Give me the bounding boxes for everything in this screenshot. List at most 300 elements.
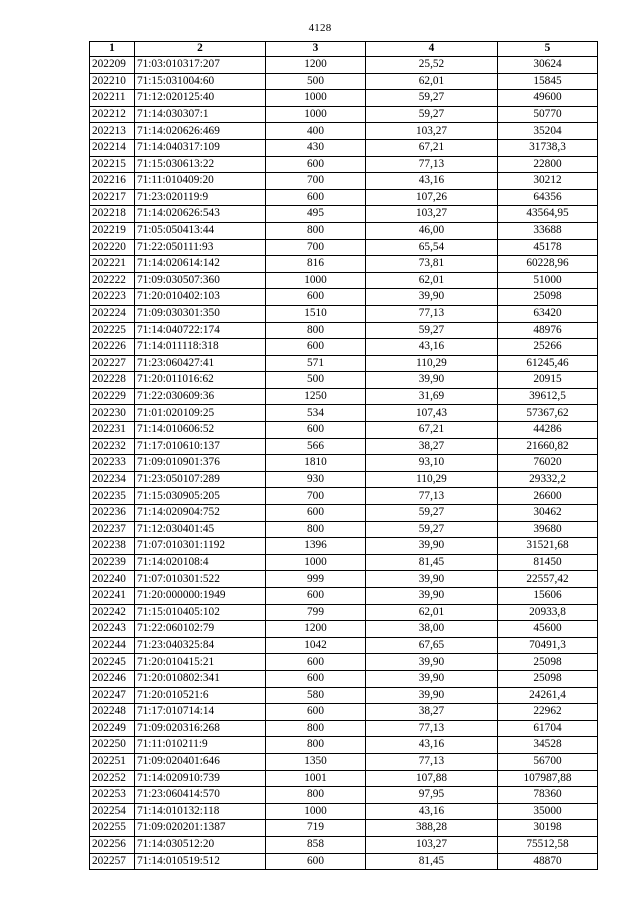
cadastral-number-cell: 71:17:010714:14 — [135, 704, 266, 721]
rate-cell: 31,69 — [366, 388, 498, 405]
table-row — [90, 305, 598, 322]
area-cell: 1200 — [266, 57, 366, 74]
rate-cell: 43,16 — [366, 339, 498, 356]
table-row — [90, 256, 598, 273]
row-number-cell: 202226 — [90, 339, 135, 356]
cadastral-number-cell: 71:09:020401:646 — [135, 753, 266, 770]
rate-cell: 67,65 — [366, 637, 498, 654]
rate-cell: 77,13 — [366, 753, 498, 770]
cadastral-number-cell: 71:14:020108:4 — [135, 554, 266, 571]
table-row — [90, 422, 598, 439]
table-row — [90, 123, 598, 140]
row-number-cell: 202253 — [90, 787, 135, 804]
cadastral-number-cell: 71:20:010415:21 — [135, 654, 266, 671]
row-number-cell: 202243 — [90, 621, 135, 638]
value-cell: 50770 — [498, 106, 598, 123]
value-cell: 24261,4 — [498, 687, 598, 704]
table-row — [90, 239, 598, 256]
value-cell: 15606 — [498, 588, 598, 605]
cadastral-number-cell: 71:07:010301:1192 — [135, 538, 266, 555]
table-row — [90, 90, 598, 107]
cadastral-number-cell: 71:22:050111:93 — [135, 239, 266, 256]
table-row — [90, 787, 598, 804]
table-row — [90, 339, 598, 356]
cadastral-number-cell: 71:20:000000:1949 — [135, 588, 266, 605]
area-cell: 1000 — [266, 554, 366, 571]
row-number-cell: 202231 — [90, 422, 135, 439]
cadastral-number-cell: 71:12:030401:45 — [135, 521, 266, 538]
value-cell: 25098 — [498, 670, 598, 687]
table-row — [90, 405, 598, 422]
table-row — [90, 770, 598, 787]
value-cell: 60228,96 — [498, 256, 598, 273]
cadastral-number-cell: 71:09:030507:360 — [135, 272, 266, 289]
cadastral-number-cell: 71:23:040325:84 — [135, 637, 266, 654]
cadastral-number-cell: 71:14:020614:142 — [135, 256, 266, 273]
area-cell: 500 — [266, 372, 366, 389]
table-body — [90, 57, 598, 870]
row-number-cell: 202237 — [90, 521, 135, 538]
value-cell: 48870 — [498, 853, 598, 870]
value-cell: 64356 — [498, 189, 598, 206]
table-row — [90, 322, 598, 339]
cadastral-number-cell: 71:15:030613:22 — [135, 156, 266, 173]
area-cell: 1042 — [266, 637, 366, 654]
row-number-cell: 202239 — [90, 554, 135, 571]
area-cell: 600 — [266, 189, 366, 206]
rate-cell: 388,28 — [366, 820, 498, 837]
value-cell: 48976 — [498, 322, 598, 339]
row-number-cell: 202216 — [90, 173, 135, 190]
rate-cell: 65,54 — [366, 239, 498, 256]
table-row — [90, 588, 598, 605]
rate-cell: 25,52 — [366, 57, 498, 74]
area-cell: 800 — [266, 222, 366, 239]
row-number-cell: 202224 — [90, 305, 135, 322]
area-cell: 600 — [266, 339, 366, 356]
area-cell: 1810 — [266, 455, 366, 472]
value-cell: 81450 — [498, 554, 598, 571]
value-cell: 22557,42 — [498, 571, 598, 588]
rate-cell: 81,45 — [366, 554, 498, 571]
row-number-cell: 202215 — [90, 156, 135, 173]
table-row — [90, 488, 598, 505]
table-row — [90, 621, 598, 638]
table-row — [90, 637, 598, 654]
area-cell: 600 — [266, 853, 366, 870]
table-row — [90, 289, 598, 306]
rate-cell: 73,81 — [366, 256, 498, 273]
cadastral-number-cell: 71:20:010402:103 — [135, 289, 266, 306]
rate-cell: 39,90 — [366, 571, 498, 588]
value-cell: 30624 — [498, 57, 598, 74]
value-cell: 30198 — [498, 820, 598, 837]
value-cell: 30212 — [498, 173, 598, 190]
value-cell: 49600 — [498, 90, 598, 107]
table-row — [90, 604, 598, 621]
rate-cell: 107,43 — [366, 405, 498, 422]
table-row — [90, 173, 598, 190]
rate-cell: 107,26 — [366, 189, 498, 206]
row-number-cell: 202210 — [90, 73, 135, 90]
row-number-cell: 202223 — [90, 289, 135, 306]
table-row — [90, 206, 598, 223]
table-header-row — [90, 42, 598, 57]
rate-cell: 39,90 — [366, 654, 498, 671]
table-row — [90, 505, 598, 522]
cadastral-number-cell: 71:14:030512:20 — [135, 836, 266, 853]
row-number-cell: 202229 — [90, 388, 135, 405]
value-cell: 78360 — [498, 787, 598, 804]
row-number-cell: 202254 — [90, 803, 135, 820]
value-cell: 22962 — [498, 704, 598, 721]
rate-cell: 97,95 — [366, 787, 498, 804]
cadastral-number-cell: 71:15:031004:60 — [135, 73, 266, 90]
table-row — [90, 521, 598, 538]
cadastral-number-cell: 71:14:011118:318 — [135, 339, 266, 356]
row-number-cell: 202209 — [90, 57, 135, 74]
value-cell: 57367,62 — [498, 405, 598, 422]
rate-cell: 39,90 — [366, 289, 498, 306]
rate-cell: 39,90 — [366, 372, 498, 389]
table-row — [90, 704, 598, 721]
rate-cell: 46,00 — [366, 222, 498, 239]
row-number-cell: 202214 — [90, 139, 135, 156]
rate-cell: 59,27 — [366, 322, 498, 339]
value-cell: 45600 — [498, 621, 598, 638]
cadastral-number-cell: 71:05:050413:44 — [135, 222, 266, 239]
row-number-cell: 202251 — [90, 753, 135, 770]
rate-cell: 103,27 — [366, 123, 498, 140]
area-cell: 700 — [266, 488, 366, 505]
rate-cell: 81,45 — [366, 853, 498, 870]
rate-cell: 39,90 — [366, 538, 498, 555]
row-number-cell: 202211 — [90, 90, 135, 107]
area-cell: 1510 — [266, 305, 366, 322]
row-number-cell: 202222 — [90, 272, 135, 289]
row-number-cell: 202248 — [90, 704, 135, 721]
area-cell: 800 — [266, 521, 366, 538]
table-row — [90, 571, 598, 588]
table-row — [90, 455, 598, 472]
value-cell: 15845 — [498, 73, 598, 90]
area-cell: 500 — [266, 73, 366, 90]
table-row — [90, 156, 598, 173]
rate-cell: 62,01 — [366, 272, 498, 289]
row-number-cell: 202252 — [90, 770, 135, 787]
area-cell: 400 — [266, 123, 366, 140]
cadastral-number-cell: 71:14:010519:512 — [135, 853, 266, 870]
table-row — [90, 189, 598, 206]
area-cell: 1250 — [266, 388, 366, 405]
area-cell: 1000 — [266, 90, 366, 107]
row-number-cell: 202212 — [90, 106, 135, 123]
area-cell: 800 — [266, 737, 366, 754]
row-number-cell: 202235 — [90, 488, 135, 505]
column-header-1: 1 — [90, 42, 135, 57]
land-plot-table — [89, 41, 598, 870]
row-number-cell: 202240 — [90, 571, 135, 588]
row-number-cell: 202234 — [90, 471, 135, 488]
row-number-cell: 202241 — [90, 588, 135, 605]
area-cell: 800 — [266, 322, 366, 339]
table-row — [90, 670, 598, 687]
area-cell: 571 — [266, 355, 366, 372]
value-cell: 22800 — [498, 156, 598, 173]
cadastral-number-cell: 71:23:050107:289 — [135, 471, 266, 488]
value-cell: 70491,3 — [498, 637, 598, 654]
area-cell: 1000 — [266, 803, 366, 820]
cadastral-number-cell: 71:20:010802:341 — [135, 670, 266, 687]
value-cell: 35204 — [498, 123, 598, 140]
column-header-3: 3 — [266, 42, 366, 57]
area-cell: 1000 — [266, 272, 366, 289]
cadastral-number-cell: 71:14:040722:174 — [135, 322, 266, 339]
row-number-cell: 202256 — [90, 836, 135, 853]
area-cell: 1200 — [266, 621, 366, 638]
value-cell: 30462 — [498, 505, 598, 522]
area-cell: 858 — [266, 836, 366, 853]
area-cell: 930 — [266, 471, 366, 488]
rate-cell: 43,16 — [366, 737, 498, 754]
value-cell: 61245,46 — [498, 355, 598, 372]
table-row — [90, 372, 598, 389]
value-cell: 51000 — [498, 272, 598, 289]
value-cell: 20915 — [498, 372, 598, 389]
value-cell: 31521,68 — [498, 538, 598, 555]
cadastral-number-cell: 71:01:020109:25 — [135, 405, 266, 422]
cadastral-number-cell: 71:14:020904:752 — [135, 505, 266, 522]
area-cell: 800 — [266, 720, 366, 737]
row-number-cell: 202236 — [90, 505, 135, 522]
row-number-cell: 202238 — [90, 538, 135, 555]
table-row — [90, 853, 598, 870]
value-cell: 63420 — [498, 305, 598, 322]
value-cell: 35000 — [498, 803, 598, 820]
area-cell: 1000 — [266, 106, 366, 123]
table-row — [90, 737, 598, 754]
area-cell: 1350 — [266, 753, 366, 770]
row-number-cell: 202242 — [90, 604, 135, 621]
table-row — [90, 753, 598, 770]
cadastral-number-cell: 71:15:010405:102 — [135, 604, 266, 621]
table-row — [90, 720, 598, 737]
area-cell: 534 — [266, 405, 366, 422]
row-number-cell: 202249 — [90, 720, 135, 737]
value-cell: 25266 — [498, 339, 598, 356]
table-row — [90, 355, 598, 372]
value-cell: 29332,2 — [498, 471, 598, 488]
rate-cell: 59,27 — [366, 106, 498, 123]
rate-cell: 67,21 — [366, 139, 498, 156]
area-cell: 600 — [266, 588, 366, 605]
rate-cell: 62,01 — [366, 73, 498, 90]
value-cell: 56700 — [498, 753, 598, 770]
rate-cell: 43,16 — [366, 803, 498, 820]
row-number-cell: 202233 — [90, 455, 135, 472]
row-number-cell: 202221 — [90, 256, 135, 273]
cadastral-number-cell: 71:20:011016:62 — [135, 372, 266, 389]
row-number-cell: 202250 — [90, 737, 135, 754]
area-cell: 495 — [266, 206, 366, 223]
value-cell: 43564,95 — [498, 206, 598, 223]
value-cell: 34528 — [498, 737, 598, 754]
row-number-cell: 202228 — [90, 372, 135, 389]
row-number-cell: 202219 — [90, 222, 135, 239]
cadastral-number-cell: 71:23:060427:41 — [135, 355, 266, 372]
cadastral-number-cell: 71:14:010606:52 — [135, 422, 266, 439]
table-row — [90, 687, 598, 704]
table-row — [90, 820, 598, 837]
area-cell: 600 — [266, 670, 366, 687]
rate-cell: 59,27 — [366, 505, 498, 522]
area-cell: 719 — [266, 820, 366, 837]
row-number-cell: 202232 — [90, 438, 135, 455]
rate-cell: 77,13 — [366, 305, 498, 322]
table-row — [90, 388, 598, 405]
cadastral-number-cell: 71:14:030307:1 — [135, 106, 266, 123]
area-cell: 600 — [266, 505, 366, 522]
area-cell: 700 — [266, 173, 366, 190]
cadastral-number-cell: 71:09:030301:350 — [135, 305, 266, 322]
cadastral-number-cell: 71:20:010521:6 — [135, 687, 266, 704]
rate-cell: 43,16 — [366, 173, 498, 190]
area-cell: 600 — [266, 156, 366, 173]
rate-cell: 59,27 — [366, 90, 498, 107]
cadastral-number-cell: 71:15:030905:205 — [135, 488, 266, 505]
table-row — [90, 438, 598, 455]
rate-cell: 38,00 — [366, 621, 498, 638]
column-header-4: 4 — [366, 42, 498, 57]
area-cell: 600 — [266, 704, 366, 721]
rate-cell: 38,27 — [366, 704, 498, 721]
table-row — [90, 836, 598, 853]
cadastral-number-cell: 71:14:020626:469 — [135, 123, 266, 140]
cadastral-number-cell: 71:14:020910:739 — [135, 770, 266, 787]
row-number-cell: 202247 — [90, 687, 135, 704]
value-cell: 45178 — [498, 239, 598, 256]
area-cell: 700 — [266, 239, 366, 256]
row-number-cell: 202220 — [90, 239, 135, 256]
rate-cell: 59,27 — [366, 521, 498, 538]
table-row — [90, 471, 598, 488]
area-cell: 600 — [266, 289, 366, 306]
value-cell: 61704 — [498, 720, 598, 737]
rate-cell: 39,90 — [366, 687, 498, 704]
cadastral-number-cell: 71:03:010317:207 — [135, 57, 266, 74]
cadastral-number-cell: 71:11:010211:9 — [135, 737, 266, 754]
rate-cell: 77,13 — [366, 156, 498, 173]
row-number-cell: 202257 — [90, 853, 135, 870]
row-number-cell: 202255 — [90, 820, 135, 837]
value-cell: 107987,88 — [498, 770, 598, 787]
rate-cell: 77,13 — [366, 720, 498, 737]
area-cell: 816 — [266, 256, 366, 273]
cadastral-number-cell: 71:14:020626:543 — [135, 206, 266, 223]
table-row — [90, 538, 598, 555]
cadastral-number-cell: 71:22:030609:36 — [135, 388, 266, 405]
area-cell: 800 — [266, 787, 366, 804]
table-row — [90, 554, 598, 571]
value-cell: 21660,82 — [498, 438, 598, 455]
rate-cell: 39,90 — [366, 670, 498, 687]
area-cell: 566 — [266, 438, 366, 455]
cadastral-number-cell: 71:09:020316:268 — [135, 720, 266, 737]
rate-cell: 39,90 — [366, 588, 498, 605]
value-cell: 39612,5 — [498, 388, 598, 405]
cadastral-number-cell: 71:12:020125:40 — [135, 90, 266, 107]
area-cell: 600 — [266, 422, 366, 439]
cadastral-number-cell: 71:14:040317:109 — [135, 139, 266, 156]
value-cell: 20933,8 — [498, 604, 598, 621]
column-header-5: 5 — [498, 42, 598, 57]
value-cell: 44286 — [498, 422, 598, 439]
value-cell: 25098 — [498, 289, 598, 306]
value-cell: 76020 — [498, 455, 598, 472]
area-cell: 999 — [266, 571, 366, 588]
row-number-cell: 202230 — [90, 405, 135, 422]
table-row — [90, 139, 598, 156]
rate-cell: 110,29 — [366, 471, 498, 488]
table-row — [90, 272, 598, 289]
rate-cell: 103,27 — [366, 836, 498, 853]
area-cell: 430 — [266, 139, 366, 156]
table-row — [90, 803, 598, 820]
row-number-cell: 202217 — [90, 189, 135, 206]
table-row — [90, 57, 598, 74]
cadastral-number-cell: 71:14:010132:118 — [135, 803, 266, 820]
rate-cell: 38,27 — [366, 438, 498, 455]
table-row — [90, 222, 598, 239]
area-cell: 1396 — [266, 538, 366, 555]
cadastral-number-cell: 71:23:060414:570 — [135, 787, 266, 804]
area-cell: 580 — [266, 687, 366, 704]
rate-cell: 93,10 — [366, 455, 498, 472]
value-cell: 25098 — [498, 654, 598, 671]
cadastral-number-cell: 71:11:010409:20 — [135, 173, 266, 190]
area-cell: 1001 — [266, 770, 366, 787]
cadastral-number-cell: 71:09:010901:376 — [135, 455, 266, 472]
cadastral-number-cell: 71:22:060102:79 — [135, 621, 266, 638]
page-number: 4128 — [308, 22, 332, 34]
row-number-cell: 202246 — [90, 670, 135, 687]
cadastral-number-cell: 71:07:010301:522 — [135, 571, 266, 588]
column-header-2: 2 — [135, 42, 266, 57]
table-row — [90, 73, 598, 90]
value-cell: 75512,58 — [498, 836, 598, 853]
value-cell: 33688 — [498, 222, 598, 239]
area-cell: 600 — [266, 654, 366, 671]
cadastral-number-cell: 71:23:020119:9 — [135, 189, 266, 206]
row-number-cell: 202245 — [90, 654, 135, 671]
value-cell: 31738,3 — [498, 139, 598, 156]
rate-cell: 103,27 — [366, 206, 498, 223]
row-number-cell: 202218 — [90, 206, 135, 223]
cadastral-number-cell: 71:09:020201:1387 — [135, 820, 266, 837]
row-number-cell: 202227 — [90, 355, 135, 372]
table-row — [90, 654, 598, 671]
row-number-cell: 202244 — [90, 637, 135, 654]
rate-cell: 110,29 — [366, 355, 498, 372]
rate-cell: 77,13 — [366, 488, 498, 505]
value-cell: 26600 — [498, 488, 598, 505]
value-cell: 39680 — [498, 521, 598, 538]
table-row — [90, 106, 598, 123]
rate-cell: 67,21 — [366, 422, 498, 439]
row-number-cell: 202213 — [90, 123, 135, 140]
rate-cell: 107,88 — [366, 770, 498, 787]
rate-cell: 62,01 — [366, 604, 498, 621]
